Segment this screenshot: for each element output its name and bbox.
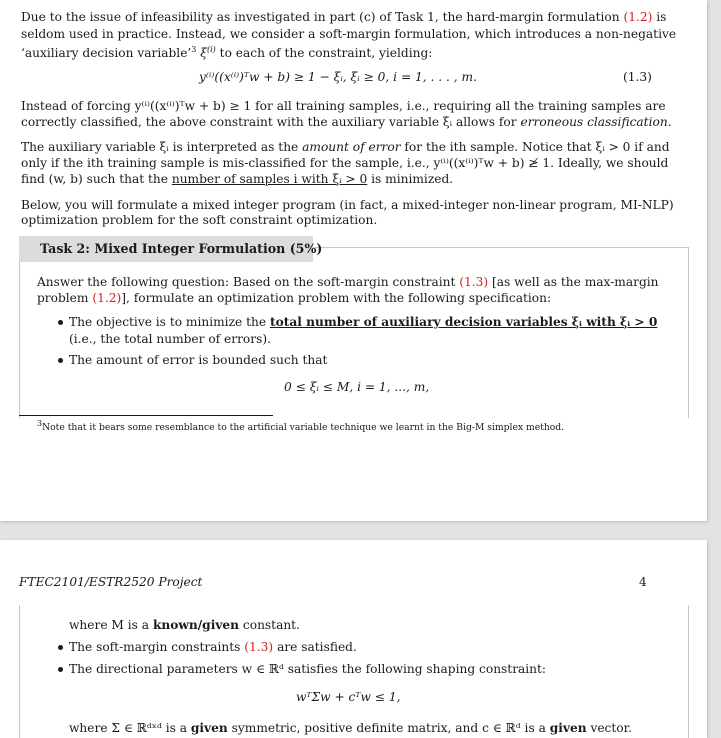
task-bullet-1-line-1: The objective is to minimize the total number of auxiliary decision variables ξᵢ with ξᵢ > 0 — [69, 315, 658, 329]
task-box-right-border — [688, 247, 689, 418]
paragraph-4-line-1: Below, you will formulate a mixed integer program (in fact, a mixed-integer non-linear program, MI-NLP) — [21, 198, 674, 212]
page-header-title: FTEC2101/ESTR2520 Project — [19, 575, 203, 589]
bullet-icon — [58, 645, 63, 650]
ref-eq-1-3-page2[interactable]: (1.3) — [244, 640, 274, 654]
task-box-left-border-continued — [19, 605, 20, 738]
paragraph-1-line-2: seldom used in practice. Instead, we consider a soft-margin formulation, which introduces a non-negative — [21, 27, 677, 41]
task-bullet-2: The amount of error is bounded such that — [69, 353, 328, 367]
paragraph-1-line-1: Due to the issue of infeasibility as investigated in part (c) of Task 1, the hard-margin formulation (1.2) is — [21, 10, 667, 24]
footnote-ref-3[interactable]: 3 — [191, 45, 197, 54]
equation-shaping-constraint: wᵀΣw + cᵀw ≤ 1, — [296, 690, 401, 704]
task-box-right-border-continued — [688, 605, 689, 738]
footnote-rule — [19, 415, 273, 416]
equation-error-bound: 0 ≤ ξᵢ ≤ M, i = 1, ..., m, — [284, 380, 430, 394]
equation-number-1-3: (1.3) — [623, 70, 652, 84]
bullet-icon — [58, 667, 63, 672]
page2-bullet-2: The directional parameters w ∈ ℝᵈ satisfies the following shaping constraint: — [69, 662, 547, 676]
paragraph-4-line-2: optimization problem for the soft constraint optimization. — [21, 213, 378, 227]
paragraph-3-line-1: The auxiliary variable ξᵢ is interpreted as the amount of error for the ith sample. Notice that ξᵢ > 0 if and — [21, 140, 670, 154]
page2-line-1: where M is a known/given constant. — [69, 618, 300, 632]
page2-bullet-1: The soft-margin constraints (1.3) are satisfied. — [69, 640, 357, 654]
paragraph-3-line-2: only if the ith training sample is mis-classified for the sample, i.e., y⁽ⁱ⁾((x⁽ⁱ⁾)ᵀw + b) ≱ 1. Ideally, we should — [21, 156, 669, 170]
footnote-3: $^3$Note that it bears some resemblance to the artificial variable technique we learnt in the Big-M simplex method. — [37, 419, 565, 434]
paragraph-1-line-3: ‘auxiliary decision variable’$^3$ $\xi^{(i)}$ to each of the constraint, yielding: — [21, 45, 433, 61]
task-box-left-border — [19, 260, 20, 418]
ref-eq-1-2[interactable]: (1.2) — [623, 10, 653, 24]
task-line-1: Answer the following question: Based on the soft-margin constraint (1.3) [as well as the max-margin — [37, 275, 659, 289]
equation-1-3: y⁽ⁱ⁾((x⁽ⁱ⁾)ᵀw + b) ≥ 1 − ξᵢ, ξᵢ ≥ 0, i = 1, . . . , m. — [199, 70, 477, 84]
paragraph-2-line-1: Instead of forcing y⁽ⁱ⁾((x⁽ⁱ⁾)ᵀw + b) ≥ 1 for all training samples, i.e., requiring all the training samples are — [21, 99, 666, 113]
bullet-icon — [58, 320, 63, 325]
page-number: 4 — [639, 575, 647, 589]
bullet-icon — [58, 358, 63, 363]
paragraph-2-line-2: correctly classified, the above constraint with the auxiliary variable ξᵢ allows for erroneous classification. — [21, 115, 672, 129]
ref-eq-1-2-task[interactable]: (1.2) — [92, 291, 122, 305]
page2-where-line: where Σ ∈ ℝᵈˣᵈ is a given symmetric, positive definite matrix, and c ∈ ℝᵈ is a given vector. — [69, 721, 632, 735]
task-bullet-1-line-2: (i.e., the total number of errors). — [69, 332, 271, 346]
task-line-2: problem (1.2)], formulate an optimization problem with the following specification: — [37, 291, 552, 305]
task-title: Task 2: Mixed Integer Formulation (5%) — [40, 241, 323, 256]
ref-eq-1-3[interactable]: (1.3) — [459, 275, 489, 289]
paragraph-3-line-3: find (w, b) such that the number of samples i with ξᵢ > 0 is minimized. — [21, 172, 454, 186]
